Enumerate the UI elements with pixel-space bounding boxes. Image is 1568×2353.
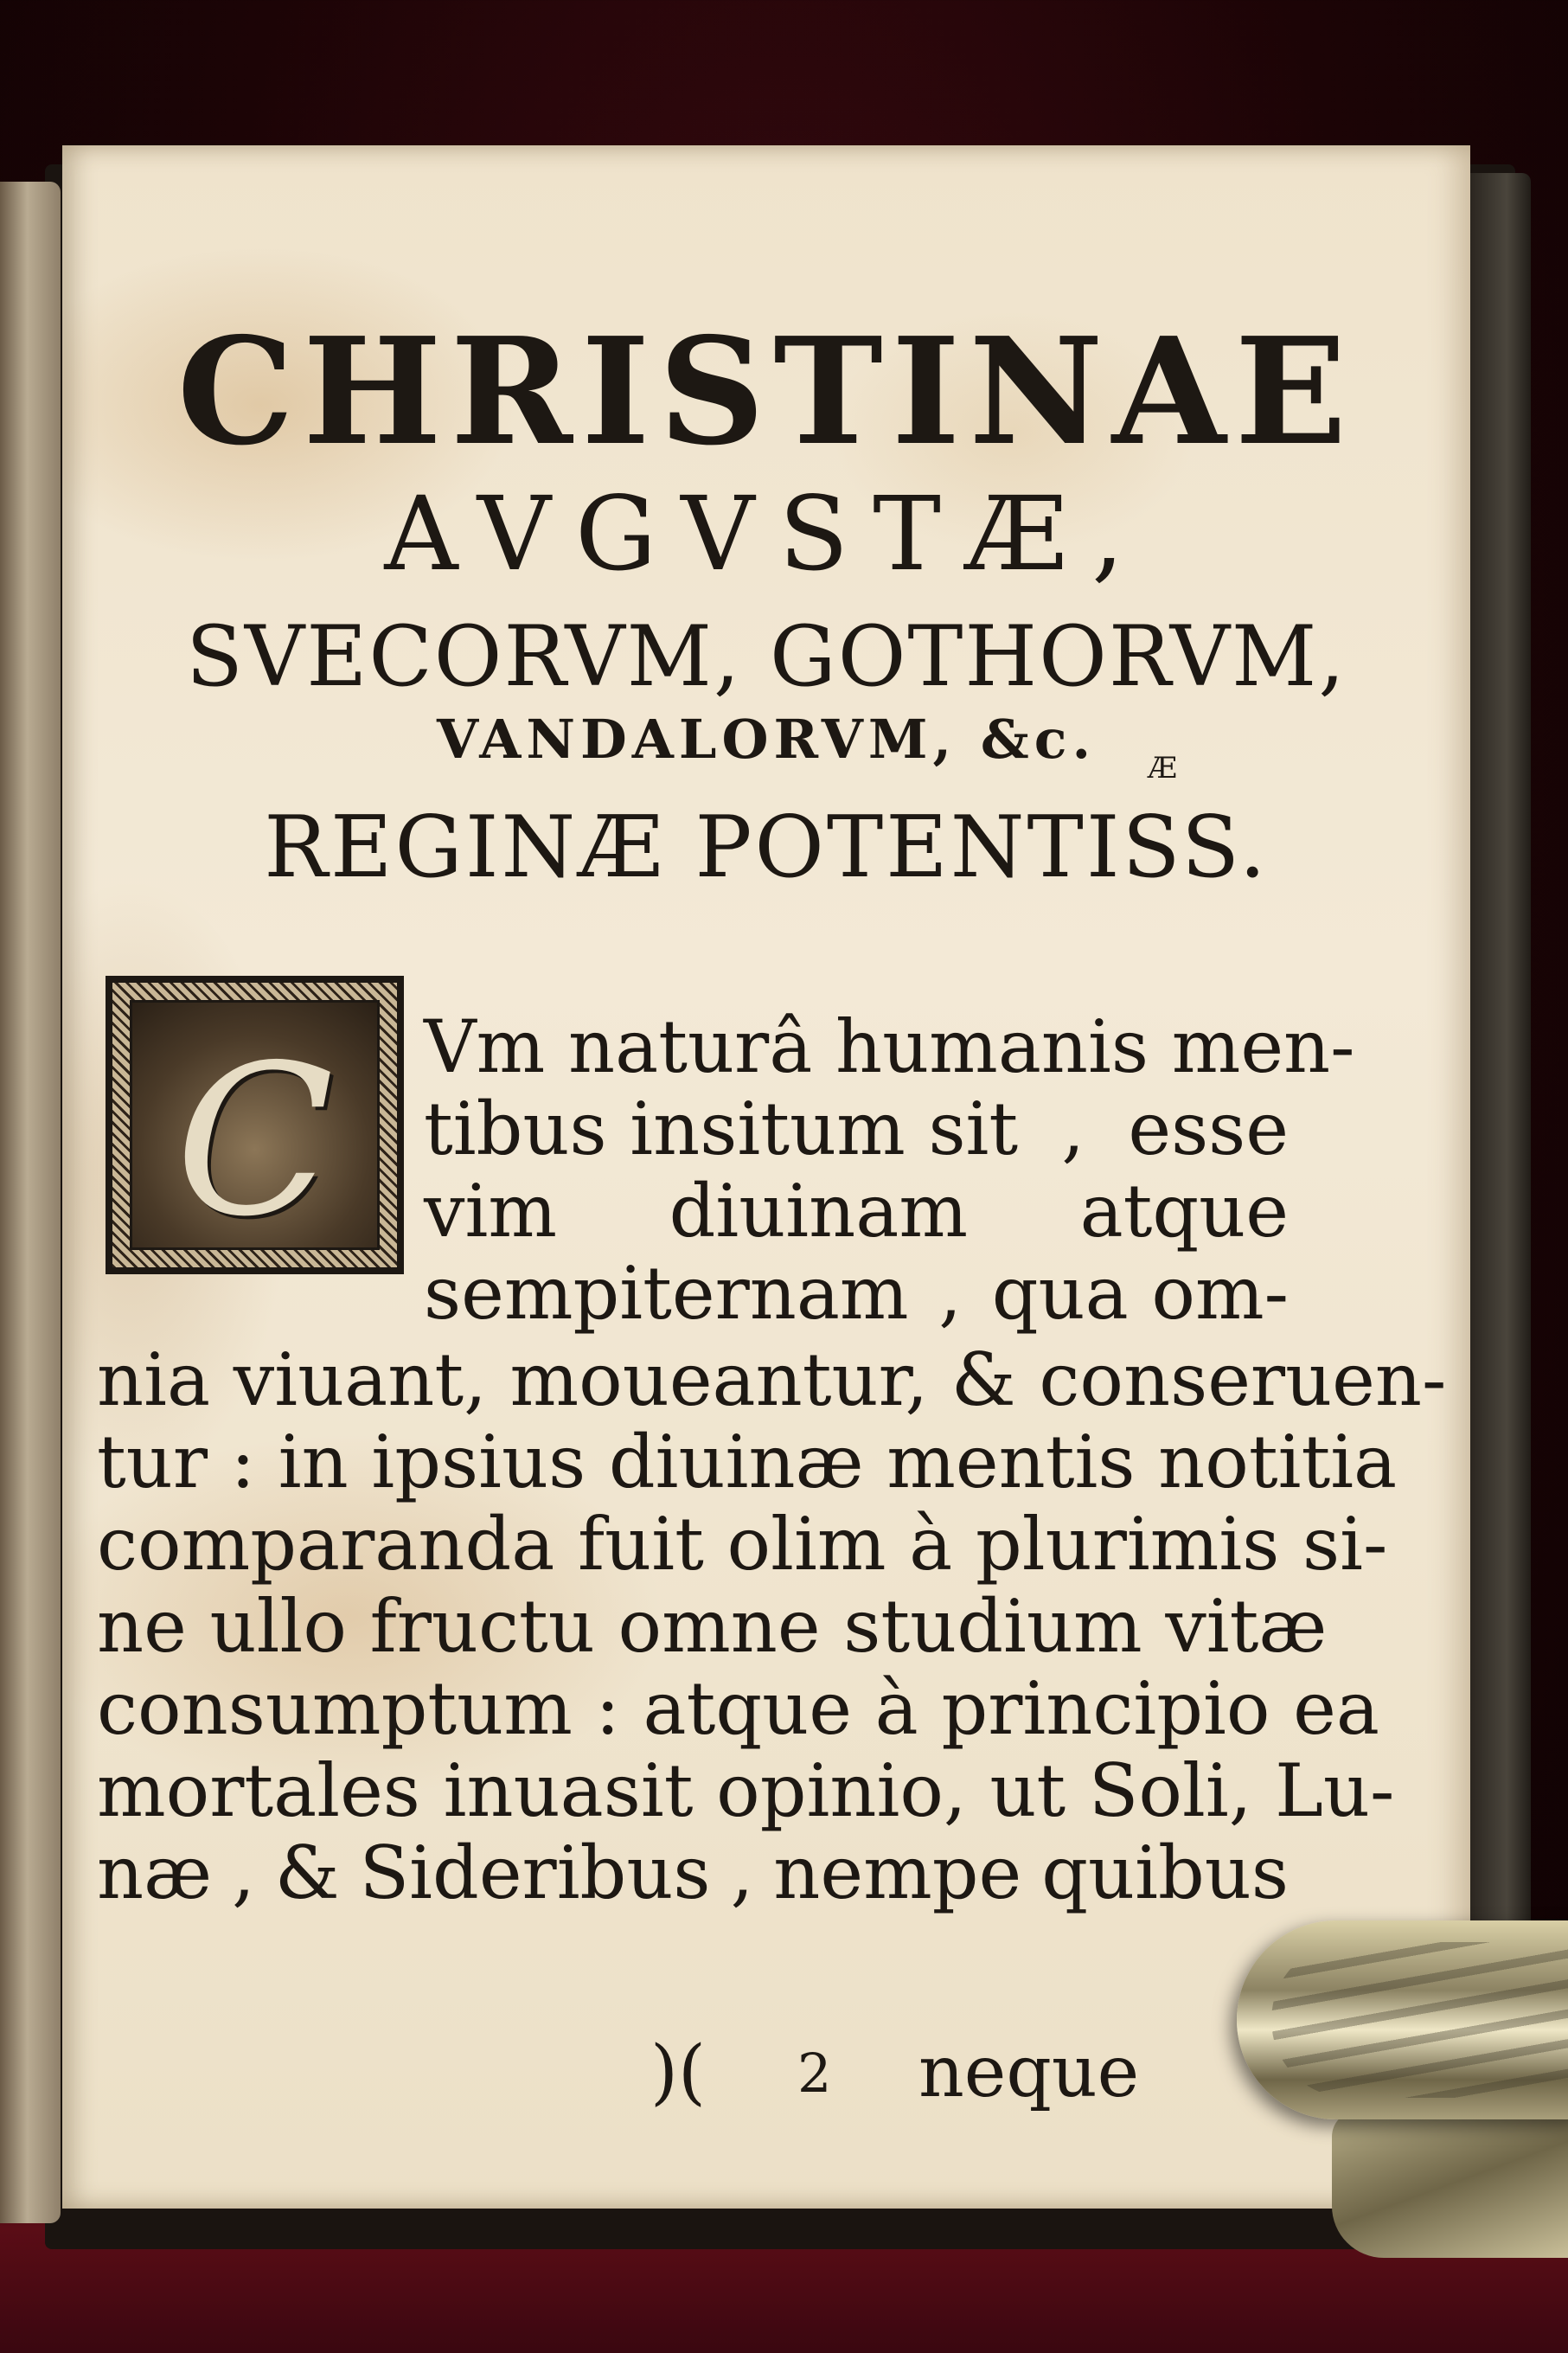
book-page bbox=[62, 145, 1470, 2209]
book-spine bbox=[0, 182, 61, 2223]
word: qua om- bbox=[991, 1251, 1289, 1336]
title-line-4: VANDALORVM, &c. bbox=[436, 708, 1097, 771]
word: tibus insitum sit bbox=[424, 1087, 1019, 1171]
silver-clasp bbox=[1237, 1920, 1568, 2119]
word: esse bbox=[1128, 1087, 1289, 1171]
body-line-11 bbox=[97, 1830, 1289, 1915]
word: , bbox=[1061, 1087, 1085, 1171]
body-line-7: comparanda fuit olim à plurimis si- bbox=[97, 1502, 1388, 1587]
body-line-9: consumptum : atque à principio ea bbox=[97, 1666, 1379, 1751]
word: næ bbox=[97, 1830, 213, 1915]
title-line-3: SVECORVM, GOTHORVM, bbox=[186, 608, 1347, 705]
initial-letter: C bbox=[175, 1020, 335, 1262]
word: & bbox=[274, 1830, 340, 1915]
word: , bbox=[232, 1830, 255, 1915]
woodcut-scene bbox=[130, 1000, 380, 1262]
body-line-8: ne ullo fructu omne studium vitæ bbox=[97, 1584, 1328, 1669]
body-line-4 bbox=[424, 1251, 1289, 1336]
word: atque bbox=[1079, 1169, 1289, 1253]
body-line-5: nia viuant, moueantur, & conseruen- bbox=[97, 1337, 1447, 1422]
word: Sideribus bbox=[359, 1830, 711, 1915]
silver-clasp-stem bbox=[1332, 2111, 1568, 2258]
body-line-3 bbox=[424, 1169, 1289, 1253]
body-line-10: mortales inuasit opinio, ut Soli, Lu- bbox=[97, 1748, 1395, 1833]
word: sempiternam bbox=[424, 1251, 909, 1336]
catchword: neque bbox=[918, 2031, 1140, 2113]
title-line-5: REGINÆ POTENTISS. bbox=[264, 798, 1269, 897]
body-line-2 bbox=[424, 1087, 1289, 1171]
word: , bbox=[938, 1251, 962, 1336]
word: quibus bbox=[1041, 1830, 1289, 1915]
title-line-2: AVGVSTÆ, bbox=[384, 474, 1149, 593]
word: vim bbox=[424, 1169, 557, 1253]
word: , bbox=[730, 1830, 754, 1915]
body-line-6: tur : in ipsius diuinæ mentis notitia bbox=[97, 1420, 1398, 1504]
ae-mark: Æ bbox=[1148, 751, 1178, 785]
word: nempe bbox=[773, 1830, 1022, 1915]
title-line-1: CHRISTINAE bbox=[176, 305, 1356, 478]
signature-mark: )( bbox=[650, 2031, 706, 2113]
woodcut-initial bbox=[106, 976, 404, 1274]
signature-number: 2 bbox=[797, 2042, 832, 2105]
word: diuinam bbox=[669, 1169, 968, 1253]
body-line-1: Vm naturâ humanis men- bbox=[424, 1004, 1355, 1089]
